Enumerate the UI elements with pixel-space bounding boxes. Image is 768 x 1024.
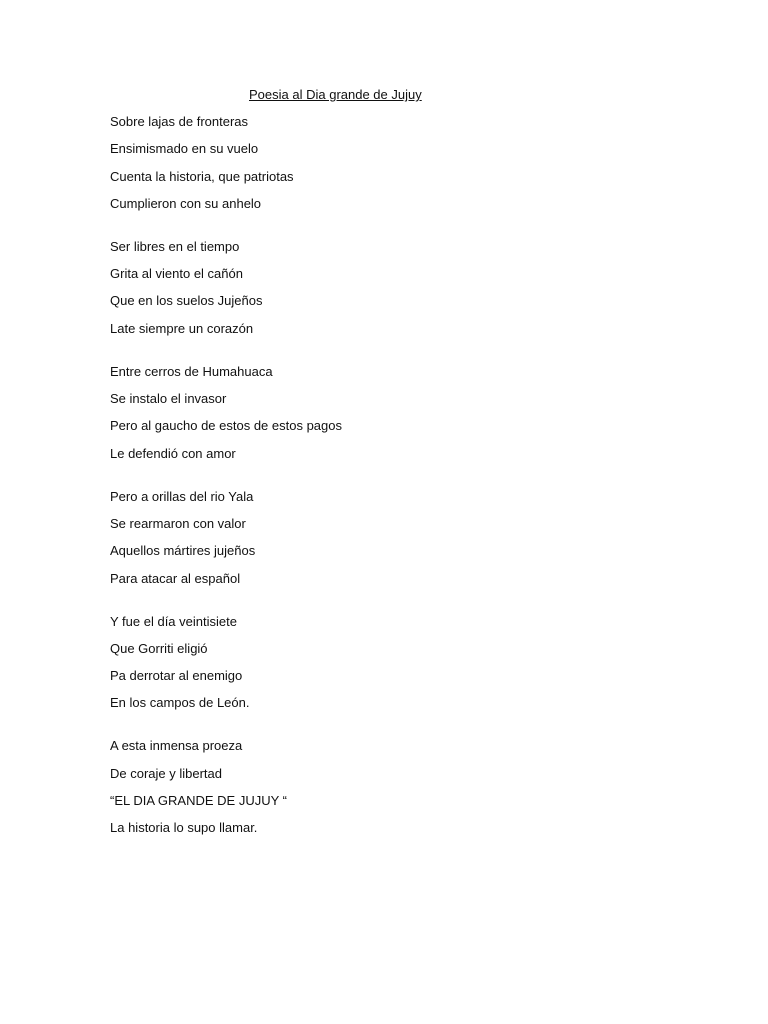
poem-line: Late siempre un corazón [110, 320, 254, 336]
poem-line: Pero al gaucho de estos de estos pagos [110, 418, 342, 434]
poem-line: “EL DIA GRANDE DE JUJUY “ [110, 793, 287, 809]
stanza-3 [110, 364, 670, 462]
poem-line: Cuenta la historia, que patriotas [110, 168, 294, 184]
poem-line: Que Gorriti eligió [110, 640, 208, 656]
poem-line: Entre cerros de Humahuaca [110, 363, 273, 379]
poem-line: Ensimismado en su vuelo [110, 141, 259, 157]
poem-line: Y fue el día veintisiete [110, 613, 237, 629]
poem-line: Grita al viento el cañón [110, 266, 243, 282]
poem-line: A esta inmensa proeza [110, 738, 243, 754]
stanza-1 [110, 114, 670, 212]
poem-line: De coraje y libertad [110, 765, 222, 781]
poem-line: Se instalo el invasor [110, 391, 227, 407]
poem-line: Que en los suelos Jujeños [110, 293, 263, 309]
poem-line: Ser libres en el tiempo [110, 238, 240, 254]
stanza-6 [110, 738, 670, 836]
poem-line: Para atacar al español [110, 570, 241, 586]
poem-line: En los campos de León. [110, 695, 250, 711]
stanza-5 [110, 614, 670, 712]
poem-line: Cumplieron con su anhelo [110, 195, 262, 211]
poem-line: La historia lo supo llamar. [110, 820, 258, 836]
poem-line: Sobre lajas de fronteras [110, 114, 249, 129]
poem-line: Pero a orillas del rio Yala [110, 488, 254, 504]
poem-line: Le defendió con amor [110, 445, 236, 461]
poem-line: Se rearmaron con valor [110, 515, 246, 531]
stanza-4 [110, 489, 670, 587]
poem-body [110, 114, 670, 863]
poem-line: Aquellos mártires jujeños [110, 543, 256, 559]
poem-line: Pa derrotar al enemigo [110, 668, 243, 684]
stanza-2 [110, 239, 670, 337]
document-title: Poesia al Dia grande de Jujuy [249, 87, 422, 102]
